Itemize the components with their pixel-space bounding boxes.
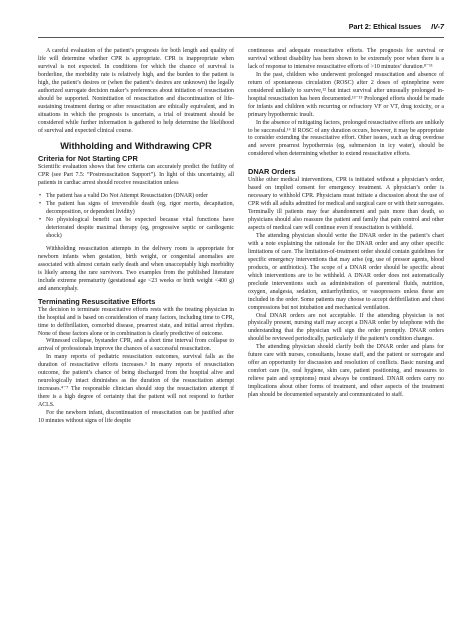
- intro-paragraph: A careful evaluation of the patient’s prognosis for both length and quality of life will determine whether CPR is appropriate. CPR is inappropriate when survival is not expected. In conditions for which the chance of survival is borderline, the morbidity rate is relatively high, and the burden to the patient is high, the patient’s desires or (when the patient’s desires are unknown) the legally authorized surrogate decision maker’s preferences about initiation of resuscitation should be supported. Noninitiation of resuscitation and discontinuation of life-sustaining treatment during or after resuscitation are ethically equivalent, and in situations in which the prognosis is uncertain, a trial of treatment should be considered while further information is gathered to help determine the likelihood of survival and expected clinical course.: [38, 48, 234, 134]
- page-body: [38, 48, 444, 623]
- list-item: • The patient has a valid Do Not Attempt Resuscitation (DNAR) order: [38, 193, 234, 201]
- running-head: [349, 22, 444, 31]
- page-number: IV-7: [431, 22, 444, 31]
- terminating-paragraph-4: For the newborn infant, discontinuation of resuscitation can be justified after 10 minutes without signs of life despite: [38, 410, 234, 424]
- children-paragraph: In the past, children who underwent prolonged resuscitation and absence of return of spontaneous circulation (ROSC) after 2 doses of epinephrine were considered unlikely to survive,¹² but intact survival after unusually prolonged in-hospital resuscitation has been documented.¹³⁻¹⁵ Prolonged efforts should be made for infants and children with recurring or refractory VF or VT, drug toxicity, or a primary hypothermic insult.: [248, 71, 444, 118]
- criteria-paragraph: Scientific evaluation shows that few criteria can accurately predict the futility of CPR (see Part 7.5: “Postresuscitation Support”). In light of this uncertainty, all patients in cardiac arrest should receive resuscitation unless: [38, 164, 234, 187]
- spacer: [248, 159, 444, 164]
- list-item: • The patient has signs of irreversible death (eg, rigor mortis, decapitation, decomposition, or dependent lividity): [38, 201, 234, 217]
- running-header: [38, 20, 444, 38]
- section-title: Withholding and Withdrawing CPR: [60, 141, 212, 152]
- continuation-paragraph: continuous and adequate resuscitative efforts. The prognosis for survival or survival without disability has been shown to be extremely poor when there is a lack of response to intensive resuscitative efforts of >10 minutes’ duration.⁸⁻¹¹: [248, 48, 444, 70]
- newborn-paragraph: Withholding resuscitation attempts in the delivery room is appropriate for newborn infants when gestation, birth weight, or congenital anomalies are associated with almost certain early death and when unacceptably high morbidity is likely among the rare survivors. Two examples from the published literature include extreme prematurity (gestational age <23 weeks or birth weight <400 g) and anencephaly.: [38, 245, 234, 292]
- terminating-paragraph-2: Witnessed collapse, bystander CPR, and a short time interval from collapse to arrival of professionals improve the chances of a successful resuscitation.: [38, 338, 234, 353]
- dnar-paragraph-1: Unlike other medical interventions, CPR is initiated without a physician’s order, based on implied consent for emergency treatment. A physician’s order is necessary to withhold CPR. Physicians must initiate a discussion about the use of CPR with all adults admitted for medical and surgical care or with their surrogates. Terminally ill patients may fear abandonment and pain more than death, so physicians should also reassure the patient and family that pain control and other aspects of medical care will continue even if resuscitation is withheld.: [248, 177, 444, 232]
- header-title: Part 2: Ethical Issues: [348, 22, 422, 31]
- dnar-paragraph-4: The attending physician should clarify both the DNAR order and plans for future care with nurses, consultants, house staff, and the patient or surrogate and offer an opportunity for discussion and resolution of conflicts. Basic nursing and comfort care (ie, oral hygiene, skin care, patient positioning, and measures to relieve pain and symptoms) must always be continued. DNAR orders carry no implications about other forms of treatment, and other aspects of the treatment plan should be documented separately and communicated to staff.: [248, 344, 444, 399]
- criteria-list: [38, 193, 234, 241]
- list-item: • No physiological benefit can be expected because vital functions have deteriorated despite maximal therapy (eg, progressive septic or cardiogenic shock): [38, 217, 234, 241]
- absence-paragraph: In the absence of mitigating factors, prolonged resuscitative efforts are unlikely to be successful.¹⁶ If ROSC of any duration occurs, however, it may be appropriate to consider extending the resuscitative effort. Other issues, such as drug overdose and severe prearrest hypothermia (eg, submersion in icy water), should be considered when determining whether to extend resuscitative efforts.: [248, 119, 444, 158]
- right-column: [248, 48, 444, 400]
- dnar-paragraph-2: The attending physician should write the DNAR order in the patient’s chart with a note explaining the rationale for the DNAR order and any other specific limitations of care. The limitation-of-treatment order should contain guidelines for specific emergency interventions that may arise (eg, use of pressor agents, blood products, or antibiotics). The scope of a DNAR order should be specific about which interventions are to be withheld. A DNAR order does not automatically preclude interventions such as administration of parenteral fluids, nutrition, oxygen, analgesia, sedation, antiarrhythmics, or vasopressors unless these are included in the order. Some patients may choose to accept defibrillation and chest compressions but not intubation and mechanical ventilation.: [248, 232, 444, 311]
- left-column: [38, 48, 234, 426]
- criteria-heading: Criteria for Not Starting CPR: [38, 154, 138, 164]
- dnar-paragraph-3: Oral DNAR orders are not acceptable. If the attending physician is not physically present, nursing staff may accept a DNAR order by telephone with the understanding that the physician will sign the order promptly. DNAR orders should be reviewed periodically, particularly if the patient’s condition changes.: [248, 312, 444, 343]
- terminating-heading: Terminating Resuscitative Efforts: [38, 296, 156, 306]
- terminating-paragraph-1: The decision to terminate resuscitative efforts rests with the treating physician in the hospital and is based on consideration of many factors, including time to CPR, time to defibrillation, comorbid disease, prearrest state, and initial arrest rhythm. None of these factors alone or in combination is clearly predictive of outcome.: [38, 306, 234, 337]
- terminating-paragraph-3: In many reports of pediatric resuscitation outcomes, survival falls as the duration of resuscitative efforts increases.³ In many reports of resuscitation outcome, the patient’s chance of being discharged from the hospital alive and neurologically intact diminishes as the duration of the resuscitation attempt increases.⁴⁻⁷ The responsible clinician should stop the resuscitation attempt if there is a high degree of certainty that the patient will not respond to further ACLS.: [38, 354, 234, 409]
- dnar-heading: DNAR Orders: [248, 167, 296, 177]
